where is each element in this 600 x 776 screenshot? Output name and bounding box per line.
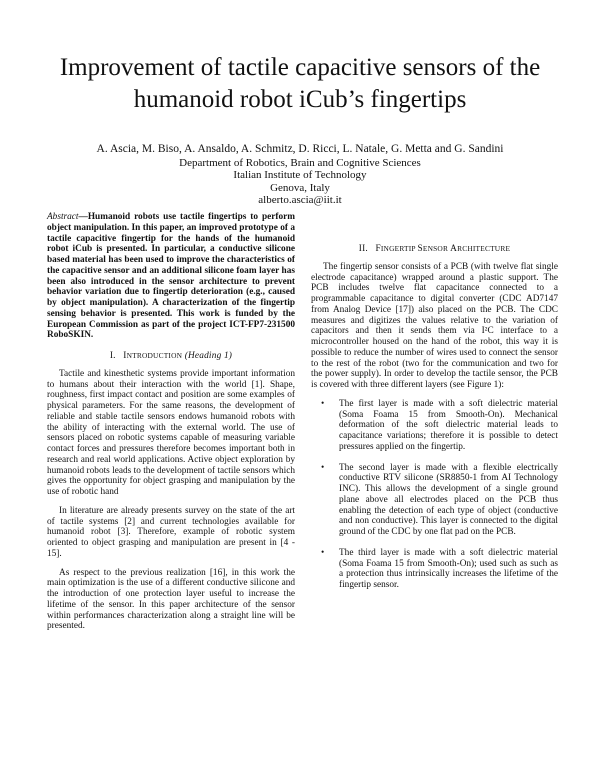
intro-paragraph-2: In literature are already presents survey on the state of the art of tactile systems [2] and current technologies available for humanoid robot [3]. Therefore, example of robotic system oriented to object grasping and manipulation are present in [4 - 15]. <box>47 505 295 559</box>
heading-paren: (Heading 1) <box>184 351 233 361</box>
left-column <box>47 212 295 640</box>
title-line-2: humanoid robot iCub’s fingertips <box>133 86 467 113</box>
right-column <box>311 244 558 601</box>
abstract <box>47 212 295 341</box>
list-item <box>311 548 558 591</box>
heading-smallcaps: ENSOR <box>422 244 451 253</box>
bullet-icon: • <box>321 547 325 558</box>
list-item-text: The second layer is made with a flexible electrically conductive RTV silicone (SR8850-1 from AI Technology INC). This allows the development of a single ground plane above all electrodes placed on the PCB thus enabling the detection of each type of object (conductive and non conductive). This layer is connected to the digital ground of the CDC by one flat pad on the PCB. <box>339 462 558 537</box>
author-email: alberto.ascia@iit.it <box>258 194 342 206</box>
bullet-icon: • <box>321 462 325 473</box>
author-names: A. Ascia, M. Biso, A. Ansaldo, A. Schmitz, D. Ricci, L. Natale, G. Metta and G. Sandini <box>96 143 504 155</box>
heading-smallcaps: RCHITECTURE <box>457 244 511 253</box>
section-number: II. <box>358 244 368 254</box>
heading-smallcaps: INGERTIP <box>380 244 418 253</box>
heading-initial: I <box>123 351 127 361</box>
section-number: I. <box>109 351 116 361</box>
intro-paragraph-3: As respect to the previous realization [16], in this work the main optimization is the use of a different conductive silicone and the introduction of one protection layer useful to increase the lifetime of the sensor. In this paper architecture of the sensor within performances characterization along a straight line will be presented. <box>47 567 295 632</box>
section-heading-introduction <box>47 351 295 362</box>
list-item-text: The first layer is made with a soft dielectric material (Soma Foama 15 from Smooth-On). Mechanical deformation of the soft dielectric material leads to capacitance variations; therefore it is possible to detect pressures applied on the fingertip. <box>339 398 558 452</box>
paper-title <box>40 52 560 116</box>
architecture-paragraph: The fingertip sensor consists of a PCB (with twelve flat single electrode capacitance) wrapped around a plastic support. The PCB includes twelve flat capacitance connected to a programmable capacitance to digital converter (CDC AD7147 from Analog Device [17]) also placed on the PCB. The CDC measures and digitizes the values relative to the variation of capacitors and then it sends them via I²C interface to a microcontroller housed on the hand of the robot, this way it is possible to reduce the number of wires used to connect the sensor to the rest of the robot (two for the communication and two for the power supply). In order to develop the tactile sensor, the PCB is covered with three different layers (see Figure 1): <box>311 261 558 390</box>
affiliation-department: Department of Robotics, Brain and Cognitive Sciences <box>179 156 421 169</box>
layer-list <box>311 399 558 591</box>
affiliation-institute: Italian Institute of Technology <box>233 169 367 181</box>
section-heading-architecture <box>311 244 558 255</box>
list-item <box>311 463 558 538</box>
affiliation-city: Genova, Italy <box>270 181 330 194</box>
heading-initial: F <box>375 244 381 254</box>
abstract-label: Abstract <box>47 212 79 222</box>
heading-initial: A <box>450 244 458 254</box>
heading-initial: S <box>417 244 423 254</box>
abstract-text: —Humanoid robots use tactile fingertips to perform object manipulation. In this paper, an improved prototype of a tactile capacitive fingertip for the hands of the humanoid robot iCub is presented. In particular, a conductive silicone based material has been used to improve the characteristics of the capacitive sensor and an additional silicone foam layer has been also introduced in the sensor architecture to prevent behavior variation due to fingertip deterioration (e.g., caused by object manipulation). A characterization of the fingertip sensing behavior is presented. This work is funded by the European Commission as part of the project ICT-FP7-231500 RoboSKIN. <box>47 212 295 341</box>
heading-smallcaps: NTRODUCTION <box>126 351 183 360</box>
author-block <box>40 143 560 207</box>
list-item-text: The third layer is made with a soft dielectric material (Soma Foama 15 from Smooth-On); used such as such as a protection thus intrinsically increases the lifetime of the fingertip sensor. <box>339 547 558 590</box>
intro-paragraph-1: Tactile and kinesthetic systems provide important information to humans about their interaction with the world [1]. Shape, roughness, first impact contact and position are some examples of physical parameters. For the same reasons, the development of reliable and stable tactile sensors endows humanoid robots with the ability of interacting with the external world. The use of sensors placed on robotic systems capable of measuring variable contact forces and pressures therefore becomes important both in research and real world applications. Active object exploration by humanoid robots leads to the development of tactile sensors which gives the opportunity for object grasping and manipulation by the use of robotic hand <box>47 368 295 497</box>
bullet-icon: • <box>321 398 325 409</box>
title-line-1: Improvement of tactile capacitive sensors of the <box>59 54 541 81</box>
list-item <box>311 399 558 453</box>
